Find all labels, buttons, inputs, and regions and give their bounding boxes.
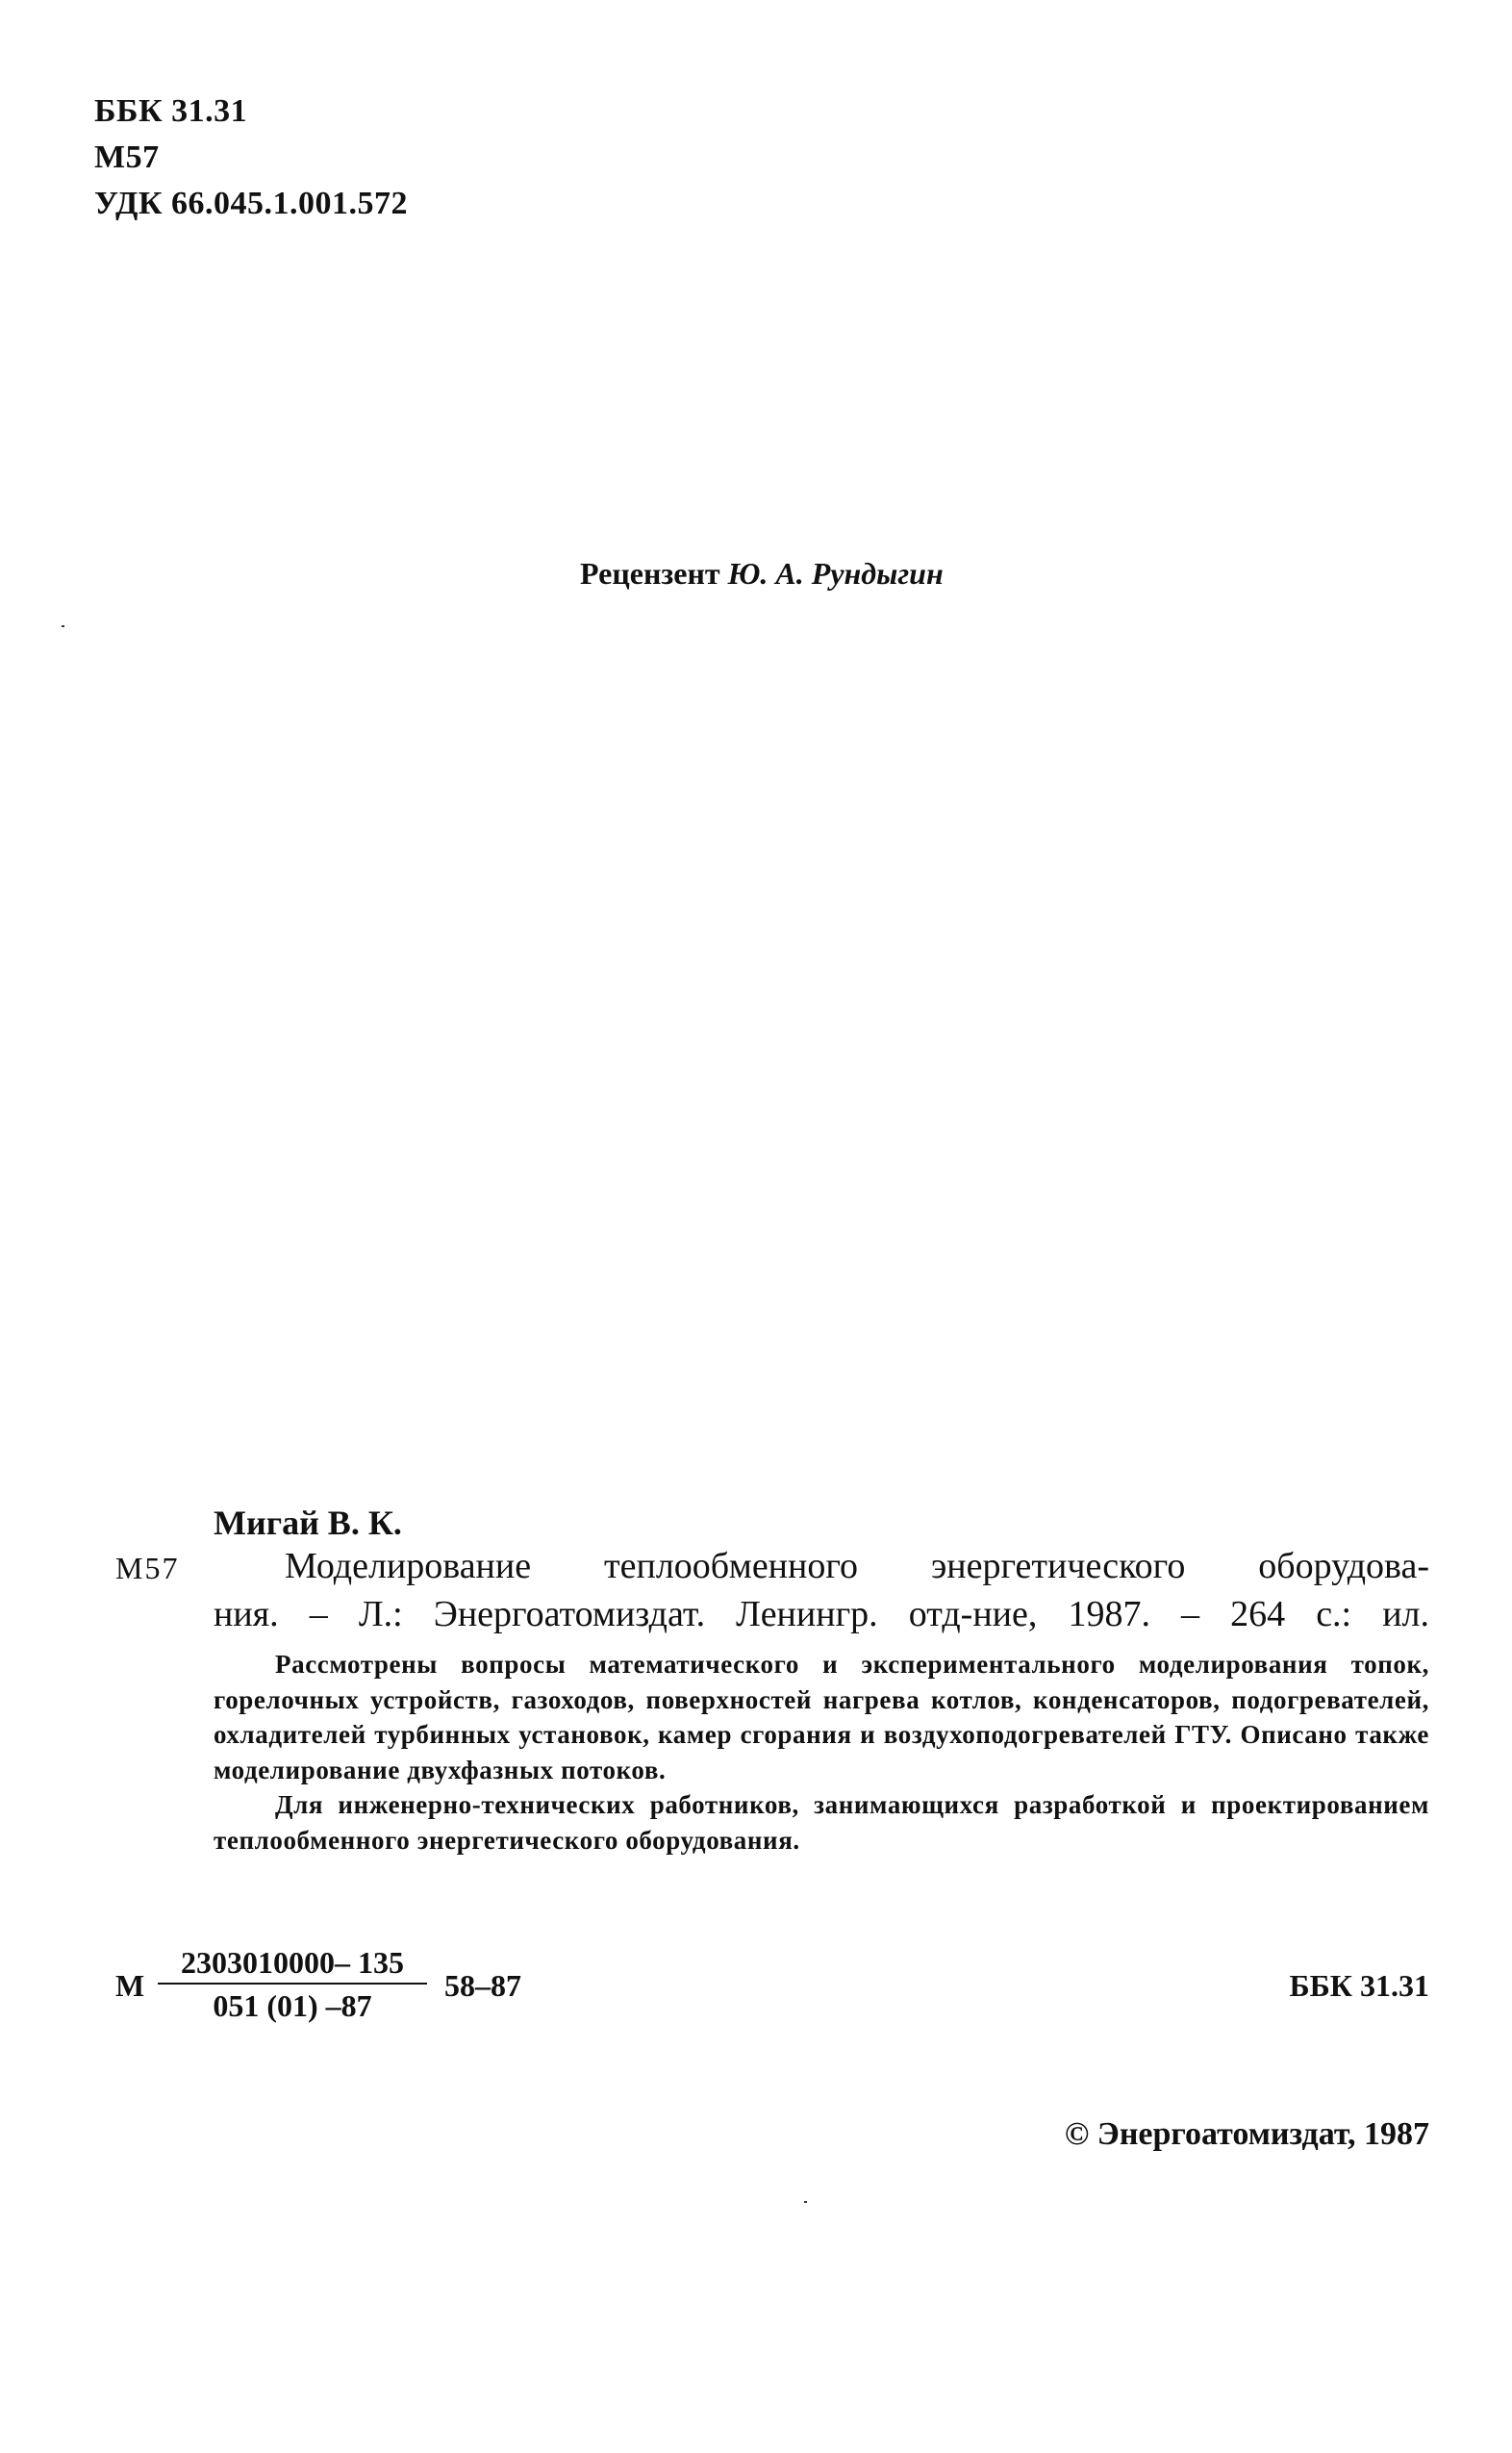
bbk-index: ББК 31.31 — [94, 93, 248, 129]
index-code-fraction — [158, 1945, 427, 2024]
author-name: Мигай В. К. — [214, 1504, 402, 1542]
classification-block — [94, 89, 408, 227]
abstract — [214, 1647, 1429, 1858]
scan-speck — [804, 2201, 807, 2203]
book-title-line-1: Моделирование теплообменного энергетического оборудова- — [285, 1546, 1429, 1586]
index-code-letter: М — [115, 1968, 145, 2003]
reviewer-line — [580, 556, 944, 592]
udk-index: УДК 66.045.1.001.572 — [94, 186, 409, 221]
index-code-numerator: 2303010000– 135 — [181, 1945, 404, 1980]
index-code-denominator: 051 (01) –87 — [213, 1988, 372, 2023]
copyright-notice: © Энергоатомиздат, 1987 — [1064, 2116, 1429, 2152]
shelf-index: М57 — [94, 139, 160, 175]
bbk-index-bottom: ББК 31.31 — [1289, 1968, 1429, 2003]
abstract-paragraph: Рассмотрены вопросы математического и экспериментального моделирования топок, горелочных устройств, газоходов, поверхностей нагрева котлов, конденсаторов, подогревателей, охладителей турбинных установок, камер сгорания и воздухоподогревателей ГТУ. Описано также моделирование двухфазных потоков. — [214, 1650, 1429, 1784]
fraction-bar — [158, 1983, 427, 1985]
reviewer-name: Ю. А. Рундыгин — [727, 556, 944, 591]
reviewer-label: Рецензент — [580, 556, 720, 591]
index-code-suffix: 58–87 — [444, 1968, 521, 2003]
scan-speck — [62, 625, 64, 627]
entry-shelf-mark: М57 — [115, 1551, 180, 1585]
audience-paragraph: Для инженерно-технических работников, занимающихся разработкой и проектированием теплообменного энергетического оборудования. — [214, 1790, 1429, 1855]
book-title-line-2: ния. – Л.: Энергоатомиздат. Ленингр. отд-ние, 1987. – 264 с.: ил. — [214, 1594, 1429, 1634]
